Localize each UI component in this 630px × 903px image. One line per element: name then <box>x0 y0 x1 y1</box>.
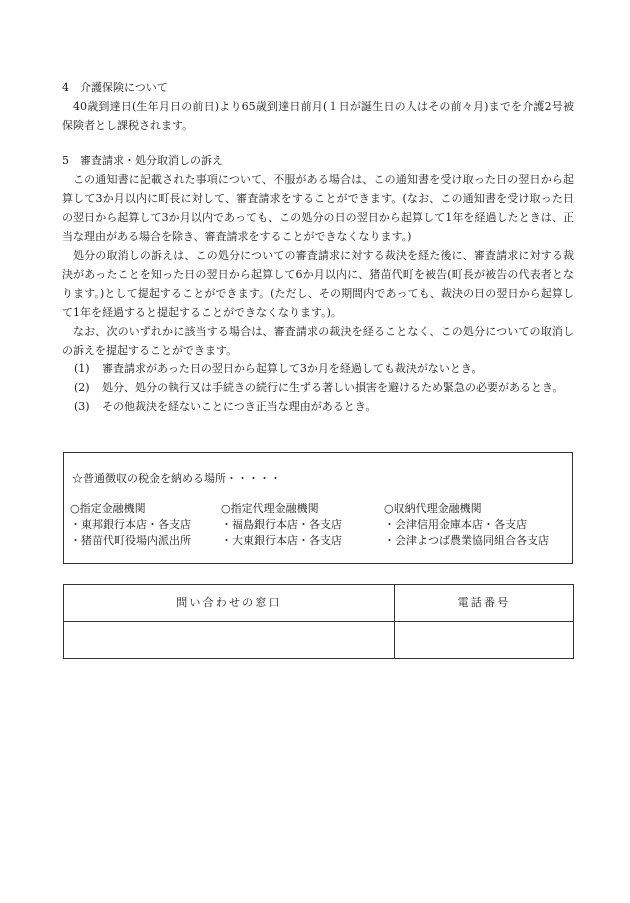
payment-entry: ・会津信用金庫本店・各支店 <box>384 518 527 531</box>
section-5-paragraph-1: この通知書に記載された事項について、不服がある場合は、この通知書を受け取った日の翌日から起算して3か月以内に町長に対して、審査請求をすることができます。(なお、この通知書を受け取った日の翌日から起算して3か月以内であっても、この処分の日の翌日から起算して1年を経過したときは、正当な理由がある場合を除き、審査請求をすることができなくなります。) <box>62 173 574 243</box>
list-item-number: (1) <box>74 362 90 375</box>
section-5-title: 5 審査請求・処分取消しの訴え <box>62 154 223 167</box>
payment-places-box <box>63 452 573 564</box>
payment-column-collection-agent <box>384 501 549 549</box>
payment-column-designated <box>70 501 191 549</box>
payment-entry: ・大東銀行本店・各支店 <box>221 534 342 547</box>
section-5-body <box>62 170 574 360</box>
list-item-number: (2) <box>74 381 90 394</box>
payment-column-heading: ○指定代理金融機関 <box>221 502 319 515</box>
phone-number-header: 電話番号 <box>395 585 574 622</box>
list-item-text: 審査請求があった日の翌日から起算して3か月を経過しても裁決がないとき。 <box>102 362 483 375</box>
list-item <box>62 378 574 397</box>
list-item <box>62 359 574 378</box>
section-5-conditions-list <box>62 359 574 416</box>
payment-entry: ・猪苗代町役場内派出所 <box>70 534 191 547</box>
section-5-paragraph-2: 処分の取消しの訴えは、この処分についての審査請求に対する裁決を経た後に、審査請求に対する裁決があったことを知った日の翌日から起算して6か月以内に、猪苗代町を被告(町長が被告の代表者となります。)として提起することができます。(ただし、その期間内であっても、裁決の日の翌日から起算して1年を経過すると提起することができなくなります。)。 <box>62 249 574 319</box>
payment-entry: ・会津よつば農業協同組合各支店 <box>384 534 549 547</box>
payment-entry: ・福島銀行本店・各支店 <box>221 518 342 531</box>
payment-column-heading: ○収納代理金融機関 <box>384 502 482 515</box>
payment-entry: ・東邦銀行本店・各支店 <box>70 518 191 531</box>
list-item-text: その他裁決を経ないことにつき正当な理由があるとき。 <box>102 400 377 413</box>
payment-column-designated-agent <box>221 501 342 549</box>
contact-window-header: 問い合わせの窓口 <box>64 585 395 622</box>
payment-places-title: ☆普通徴収の税金を納める場所・・・・・ <box>72 472 281 485</box>
contact-table <box>63 584 574 659</box>
list-item <box>62 397 574 416</box>
section-4-paragraph: 40歳到達日(生年月日の前日)より65歳到達日前月(１日が誕生日の人はその前々月)までを介護2号被保険者とし課税されます。 <box>62 100 574 132</box>
list-item-number: (3) <box>74 400 90 413</box>
section-4-body <box>62 97 574 135</box>
section-4-title: 4 介護保険について <box>62 81 168 94</box>
phone-number-cell <box>395 622 574 659</box>
contact-window-cell <box>64 622 395 659</box>
list-item-text: 処分、処分の執行又は手続きの続行に生ずる著しい損害を避けるため緊急の必要があるとき。 <box>102 381 564 394</box>
section-5-paragraph-3: なお、次のいずれかに該当する場合は、審査請求の裁決を経ることなく、この処分についての取消しの訴えを提起することができます。 <box>62 325 574 357</box>
payment-column-heading: ○指定金融機関 <box>70 502 146 515</box>
